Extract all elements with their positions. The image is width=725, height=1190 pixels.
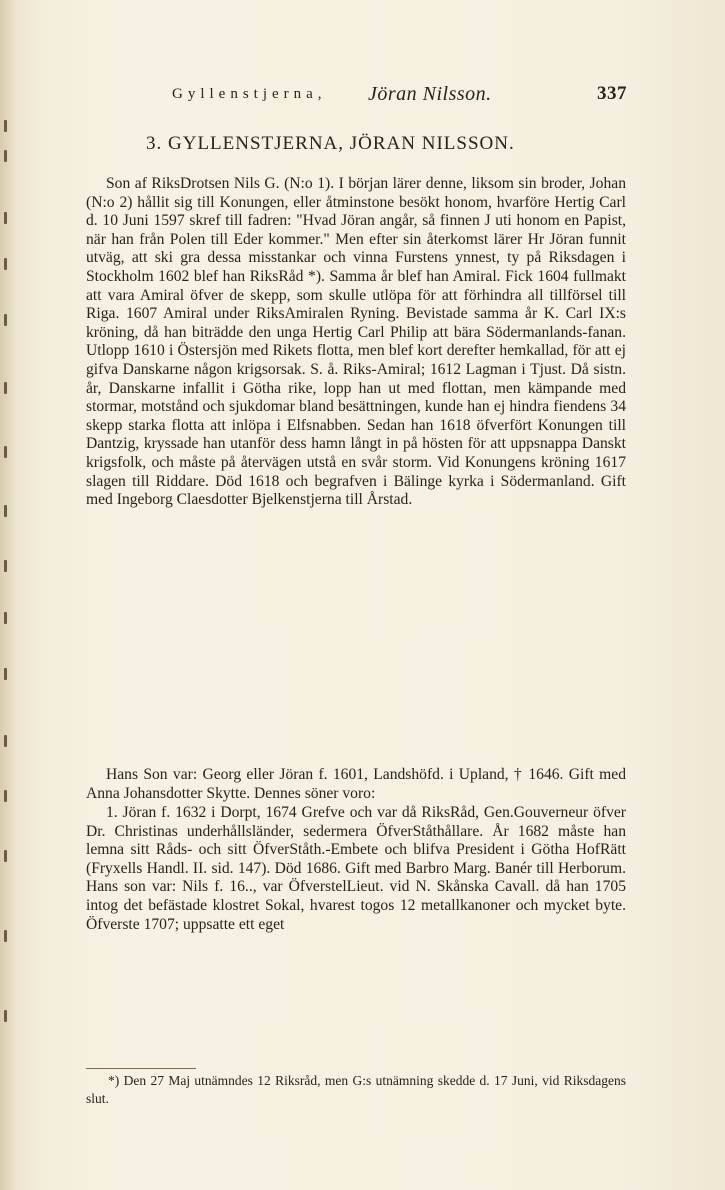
footnote-rule [86, 1068, 196, 1069]
paragraph: Hans Son var: Georg eller Jöran f. 1601, Landshöfd. i Upland, † 1646. Gift med Anna Johansdotter Skytte. Dennes söner voro: [86, 766, 626, 802]
section-title: 3. GYLLENSTJERNA, JÖRAN NILSSON. [146, 133, 515, 154]
body-paragraph-3 [86, 804, 626, 934]
page-gutter [0, 0, 16, 1190]
running-head [172, 83, 627, 107]
footnote [86, 1072, 626, 1107]
running-head-person: Jöran Nilsson. [368, 83, 492, 105]
page-number: 337 [597, 83, 627, 104]
body-paragraph-2 [86, 766, 626, 803]
paragraph: Son af RiksDrotsen Nils G. (N:o 1). I början lärer denne, liksom sin broder, Johan (N:o 2) hållit sig till Konungen, eller åtminstone besökt honom, hvarföre Hertig Carl d. 10 Juni 1597 skref till fadren: "Hvad Jöran angår, så finnen J uti honom en Papist, när han från Polen till Eder kommer." Men efter sin återkomst lärer Hr Jöran funnit utväg, att ski gra dessa misstankar och vinna Furstens ynnest, ty på Riksdagen i Stockholm 1602 blef han RiksRåd *). Samma år blef han Amiral. Fick 1604 fullmakt att vara Amiral öfver de skepp, som skulle utlöpa för att förhindra all tillförsel till Riga. 1607 Amiral under RiksAmiralen Ryning. Bevistade samma år K. Carl IX:s kröning, då han biträdde den unga Hertig Carl Philip att bära Södermanlands-fanan. Utlopp 1610 i Östersjön med Rikets flotta, men blef kort derefter hemkallad, för att ej gifva Danskarne någon krigsorsak. S. å. Riks-Amiral; 1612 Lagman i Tjust. Då sistn. år, Danskarne infallit i Götha rike, lopp han ut med flottan, men kämpande med stormar, motstånd och sjukdomar bland besättningen, kunde han ej hindra fiendens 34 skepp starka flotta att inlöpa i Elfsnabben. Sedan han 1618 öfverfört Konungen till Dantzig, kryssade han utanför dess hamn långt in på hösten för att uppsnappa Danskt krigsfolk, och måste på återvägen utstå en svår storm. Vid Konungens kröning 1617 slagen till Riddare. Död 1618 och begrafven i Bälinge kyrka i Södermanland. Gift med Ingeborg Claesdotter Bjelkenstjerna till Årstad. [86, 175, 626, 509]
running-head-family: Gyllenstjerna, [172, 86, 327, 102]
paragraph: 1. Jöran f. 1632 i Dorpt, 1674 Grefve och var då RiksRåd, Gen.Gouverneur öfver Dr. Christinas underhållsländer, sedermera ÖfverStåthållare. År 1682 måste han lemna sitt Råds- och sitt ÖfverStåth.-Embete och blifva President i Götha HofRätt (Fryxells Handl. II. sid. 147). Död 1686. Gift med Barbro Marg. Banér till Herborum. Hans son var: Nils f. 16.., var ÖfverstelLieut. vid N. Skånska Cavall. då han 1705 intog det befästade klostret Sokal, hvarest togos 12 metallkanoner och mycket byte. Öfverste 1707; uppsatte ett eget [86, 804, 626, 933]
footnote-text: *) Den 27 Maj utnämndes 12 Riksråd, men G:s utnämning skedde d. 17 Juni, vid Riksdagens slut. [86, 1073, 626, 1106]
body-paragraph-1 [86, 175, 626, 510]
